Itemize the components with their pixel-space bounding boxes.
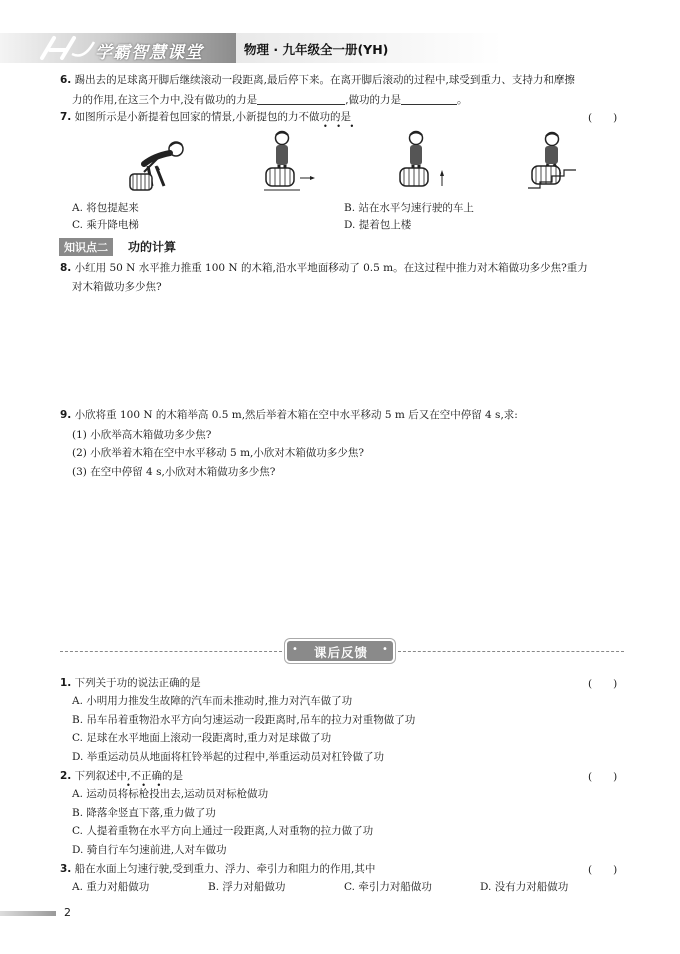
- figure-on-moving-vehicle: [262, 130, 322, 194]
- answer-blank[interactable]: [257, 93, 345, 105]
- option-b[interactable]: B. 吊车吊着重物沿水平方向匀速运动一段距离时,吊车的拉力对重物做了功: [72, 714, 416, 726]
- feedback-dot-left: •: [292, 644, 298, 655]
- question-6: [60, 73, 575, 88]
- answer-blank[interactable]: [401, 93, 457, 105]
- option-a[interactable]: A. 将包提起来: [72, 202, 139, 214]
- feedback-question-2: 2. 下列叙述中,不正确的是: [60, 770, 183, 782]
- question-text: 如图所示是小新提着包回家的情景,小新提包的力不做功的是: [74, 111, 351, 123]
- option-d[interactable]: D. 提着包上楼: [344, 219, 412, 231]
- feedback-question-1: 1. 下列关于功的说法正确的是: [60, 677, 201, 689]
- question-number: 6.: [60, 74, 72, 86]
- question-text: 船在水面上匀速行驶,受到重力、浮力、牵引力和阻力的作用,其中: [74, 863, 376, 875]
- brand-name: 学霸智慧课堂: [95, 43, 203, 63]
- emphasis-dots: • • •: [323, 122, 358, 131]
- book-title: 物理 · 九年级全一册(YH): [244, 42, 389, 57]
- answer-space[interactable]: [72, 485, 622, 635]
- emphasis-dots: • • •: [126, 781, 166, 790]
- section-tag: 知识点二: [59, 238, 113, 256]
- option-a[interactable]: A. 运动员将标枪投出去,运动员对标枪做功: [72, 788, 269, 800]
- question-text: 小红用 50 N 水平推力推重 100 N 的木箱,沿水平地面移动了 0.5 m。在这过程中推力对木箱做功多少焦?重力: [74, 262, 588, 274]
- option-d[interactable]: D. 没有力对船做功: [480, 881, 569, 893]
- question-6-line2: 力的作用,在这三个力中,没有做功的力是 ,做功的力是 。: [72, 94, 468, 106]
- figure-lift-bag: [118, 138, 198, 194]
- question-8: 8. 小红用 50 N 水平推力推重 100 N 的木箱,沿水平地面移动了 0.5 m。在这过程中推力对木箱做功多少焦?重力: [60, 262, 588, 274]
- divider-left: [60, 651, 282, 652]
- question-text: 下列关于功的说法正确的是: [74, 677, 201, 689]
- option-a[interactable]: A. 重力对船做功: [72, 881, 150, 893]
- question-text: 下列叙述中,不正确的是: [74, 770, 183, 782]
- footer-bar: [0, 911, 56, 916]
- option-b[interactable]: B. 降落伞竖直下落,重力做了功: [72, 807, 216, 819]
- option-b[interactable]: B. 浮力对船做功: [208, 881, 286, 893]
- option-c[interactable]: C. 人提着重物在水平方向上通过一段距离,人对重物的拉力做了功: [72, 825, 374, 837]
- option-a[interactable]: A. 小明用力推发生故障的汽车而未推动时,推力对汽车做了功: [72, 695, 353, 707]
- question-9: 9. 小欣将重 100 N 的木箱举高 0.5 m,然后举着木箱在空中水平移动 5 m 后又在空中停留 4 s,求:: [60, 409, 518, 421]
- sub-question: (2) 小欣举着木箱在空中水平移动 5 m,小欣对木箱做功多少焦?: [72, 447, 364, 459]
- option-d[interactable]: D. 举重运动员从地面将杠铃举起的过程中,举重运动员对杠铃做了功: [72, 751, 385, 763]
- divider-right: [398, 651, 624, 652]
- answer-space[interactable]: [72, 300, 622, 400]
- answer-parens[interactable]: ( ): [588, 678, 618, 690]
- figure-upstairs: [526, 130, 580, 194]
- section-title: 功的计算: [128, 240, 177, 254]
- answer-parens[interactable]: ( ): [588, 864, 618, 876]
- option-b[interactable]: B. 站在水平匀速行驶的车上: [344, 202, 474, 214]
- answer-parens[interactable]: ( ): [588, 771, 618, 783]
- feedback-question-3: 3. 船在水面上匀速行驶,受到重力、浮力、牵引力和阻力的作用,其中: [60, 863, 376, 875]
- question-7: 7. 如图所示是小新提着包回家的情景,小新提包的力不做功的是: [60, 111, 351, 123]
- option-c[interactable]: C. 乘升降电梯: [72, 219, 139, 231]
- page-number: 2: [64, 906, 71, 919]
- brand-logo: [36, 34, 96, 62]
- question-text: 小欣将重 100 N 的木箱举高 0.5 m,然后举着木箱在空中水平移动 5 m 后又在空中停留 4 s,求:: [74, 409, 518, 421]
- option-c[interactable]: C. 足球在水平地面上滚动一段距离时,重力对足球做了功: [72, 732, 332, 744]
- question-8-line2: 对木箱做功多少焦?: [72, 281, 162, 293]
- feedback-dot-right: •: [382, 644, 388, 655]
- feedback-title: 课后反馈: [313, 645, 368, 660]
- sub-question: (1) 小欣举高木箱做功多少焦?: [72, 429, 212, 441]
- figure-elevator: [398, 130, 452, 194]
- question-text: 踢出去的足球离开脚后继续滚动一段距离,最后停下来。在离开脚后滚动的过程中,球受到重力、支持力和摩擦: [74, 74, 575, 86]
- option-c[interactable]: C. 牵引力对船做功: [344, 881, 432, 893]
- sub-question: (3) 在空中停留 4 s,小欣对木箱做功多少焦?: [72, 466, 276, 478]
- option-d[interactable]: D. 骑自行车匀速前进,人对车做功: [72, 844, 227, 856]
- answer-parens[interactable]: ( ): [588, 112, 618, 124]
